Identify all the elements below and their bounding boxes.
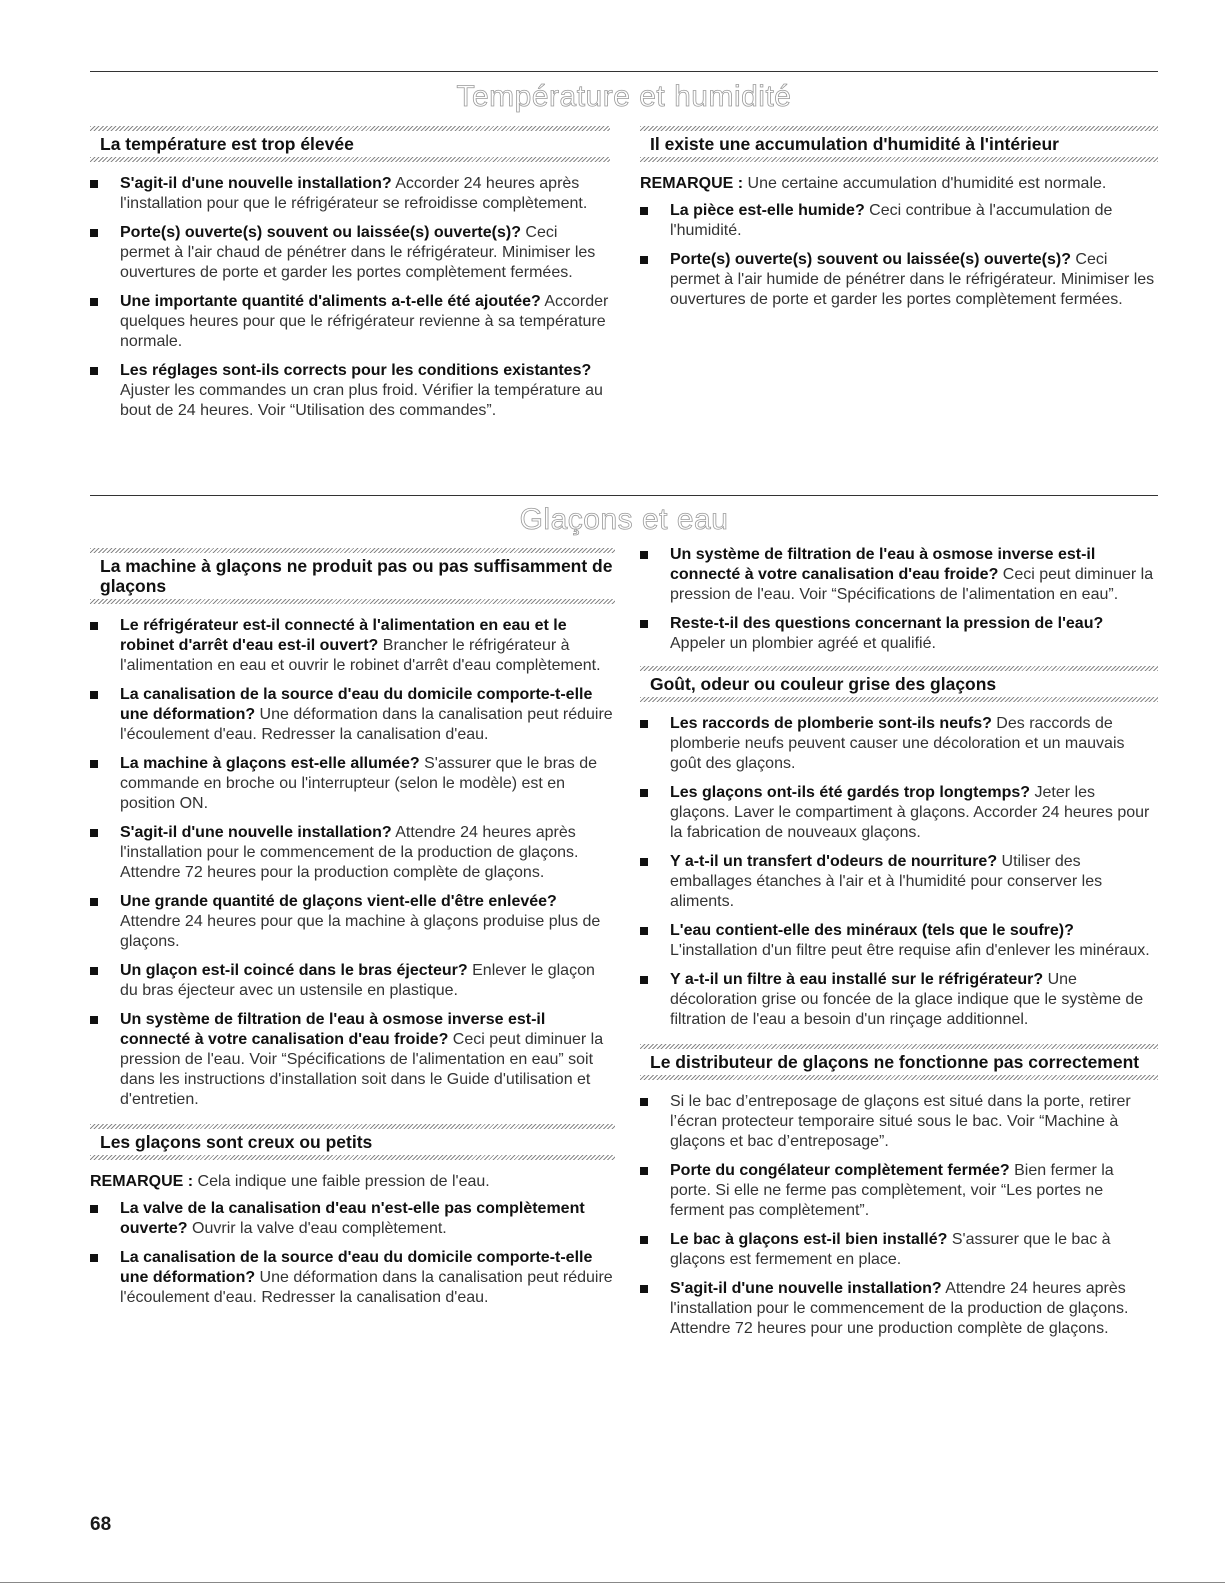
square-bullet-icon bbox=[640, 256, 648, 264]
temp-left-column bbox=[90, 126, 610, 430]
list-item: La machine à glaçons est-elle allumée? S'assurer que le bras de commande en broche ou l'interrupteur (selon le modèle) est en position ON. bbox=[90, 754, 615, 814]
square-bullet-icon bbox=[640, 720, 648, 728]
list-item: Reste-t-il des questions concernant la pression de l'eau? Appeler un plombier agréé et qualifié. bbox=[640, 614, 1158, 654]
humidity-list bbox=[640, 201, 1158, 310]
list-item: Un système de filtration de l'eau à osmose inverse est-il connecté à votre canalisation d'eau froide? Ceci peut diminuer la pression de l'eau. Voir “Spécifications de l'alimentation en eau” soit dans les instructions d'installation soit dans le Guide d'utilisation et d'entretien. bbox=[90, 1010, 615, 1110]
square-bullet-icon bbox=[90, 367, 98, 375]
ice-right-column bbox=[640, 545, 1158, 1348]
pressure-list bbox=[640, 545, 1158, 654]
list-item: Y a-t-il un transfert d'odeurs de nourriture? Utiliser des emballages étanches à l'air et à l'humidité pour conserver les aliments. bbox=[640, 852, 1158, 912]
square-bullet-icon bbox=[640, 620, 648, 628]
list-item: Les glaçons ont-ils été gardés trop longtemps? Jeter les glaçons. Laver le compartiment à glaçons. Accorder 24 heures pour la fabrication de nouveaux glaçons. bbox=[640, 783, 1158, 843]
hatch-divider bbox=[90, 157, 610, 162]
list-item: Le réfrigérateur est-il connecté à l'alimentation en eau et le robinet d'arrêt d'eau est-il ouvert? Brancher le réfrigérateur à l'alimentation en eau et ouvrir le robinet d'arrêt d'eau complètement. bbox=[90, 616, 615, 676]
square-bullet-icon bbox=[90, 829, 98, 837]
subheading-humidity: Il existe une accumulation d'humidité à l'intérieur bbox=[650, 134, 1059, 154]
square-bullet-icon bbox=[90, 229, 98, 237]
list-item: La canalisation de la source d'eau du domicile comporte-t-elle une déformation? Une déformation dans la canalisation peut réduire l'écoulement d'eau. Redresser la canalisation d'eau. bbox=[90, 685, 615, 745]
list-item: La pièce est-elle humide? Ceci contribue à l'accumulation de l'humidité. bbox=[640, 201, 1158, 241]
list-item: Un système de filtration de l'eau à osmose inverse est-il connecté à votre canalisation d'eau froide? Ceci peut diminuer la pression de l'eau. Voir “Spécifications de l'alimentation en eau”. bbox=[640, 545, 1158, 605]
list-item: Porte(s) ouverte(s) souvent ou laissée(s) ouverte(s)? Ceci permet à l'air chaud de pénétrer dans le réfrigérateur. Minimiser les ouvertures de porte et garder les portes complètement fermées. bbox=[90, 223, 610, 283]
square-bullet-icon bbox=[640, 207, 648, 215]
top-rule bbox=[90, 71, 1158, 72]
dispenser-list bbox=[640, 1092, 1158, 1339]
square-bullet-icon bbox=[640, 551, 648, 559]
hatch-divider bbox=[640, 1075, 1158, 1080]
section-title-ice-water: Glaçons et eau bbox=[519, 503, 729, 536]
list-item: Porte(s) ouverte(s) souvent ou laissée(s) ouverte(s)? Ceci permet à l'air humide de pénétrer dans le réfrigérateur. Minimiser les ouvertures de porte et garder les portes complètement fermées. bbox=[640, 250, 1158, 310]
subheading-hollow-ice: Les glaçons sont creux ou petits bbox=[100, 1132, 373, 1152]
square-bullet-icon bbox=[640, 858, 648, 866]
square-bullet-icon bbox=[640, 789, 648, 797]
hatch-divider bbox=[90, 599, 615, 604]
section-title-temperature: Température et humidité bbox=[456, 80, 792, 113]
list-item: La canalisation de la source d'eau du domicile comporte-t-elle une déformation? Une déformation dans la canalisation peut réduire l'écoulement d'eau. Redresser la canalisation d'eau. bbox=[90, 1248, 615, 1308]
list-item: Les raccords de plomberie sont-ils neufs? Des raccords de plomberie neufs peuvent causer une décoloration et un mauvais goût des glaçons. bbox=[640, 714, 1158, 774]
list-item: Si le bac d’entreposage de glaçons est situé dans la porte, retirer l’écran protecteur temporaire situé sous le bac. Voir “Machine à glaçons et bac d’entreposage”. bbox=[640, 1092, 1158, 1152]
no-ice-list bbox=[90, 616, 615, 1110]
square-bullet-icon bbox=[90, 1016, 98, 1024]
square-bullet-icon bbox=[640, 1285, 648, 1293]
square-bullet-icon bbox=[90, 180, 98, 188]
list-item: S'agit-il d'une nouvelle installation? Attendre 24 heures après l'installation pour le commencement de la production de glaçons. Attendre 72 heures pour la production complète de glaçons. bbox=[90, 823, 615, 883]
list-item: Une importante quantité d'aliments a-t-elle été ajoutée? Accorder quelques heures pour que le réfrigérateur revienne à sa température normale. bbox=[90, 292, 610, 352]
list-item: S'agit-il d'une nouvelle installation? Accorder 24 heures après l'installation pour que le réfrigérateur se refroidisse complètement. bbox=[90, 174, 610, 214]
square-bullet-icon bbox=[90, 1254, 98, 1262]
list-item: L'eau contient-elle des minéraux (tels que le soufre)? L'installation d'un filtre peut être requise afin d'enlever les minéraux. bbox=[640, 921, 1158, 961]
note-humidity: REMARQUE : Une certaine accumulation d'humidité est normale. bbox=[640, 175, 1107, 192]
subheading-temp-high: La température est trop élevée bbox=[100, 134, 354, 154]
list-item: Y a-t-il un filtre à eau installé sur le réfrigérateur? Une décoloration grise ou foncée de la glace indique que le système de filtration de l'eau a besoin d'un rinçage additionnel. bbox=[640, 970, 1158, 1030]
square-bullet-icon bbox=[640, 927, 648, 935]
list-item: La valve de la canalisation d'eau n'est-elle pas complètement ouverte? Ouvrir la valve d'eau complètement. bbox=[90, 1199, 615, 1239]
list-item: Une grande quantité de glaçons vient-elle d'être enlevée? Attendre 24 heures pour que la machine à glaçons produise plus de glaçons. bbox=[90, 892, 615, 952]
square-bullet-icon bbox=[90, 1205, 98, 1213]
square-bullet-icon bbox=[90, 298, 98, 306]
subheading-no-ice: La machine à glaçons ne produit pas ou pas suffisamment de glaçons bbox=[100, 556, 613, 596]
square-bullet-icon bbox=[90, 622, 98, 630]
temp-high-list bbox=[90, 174, 610, 421]
taste-odor-list bbox=[640, 714, 1158, 1030]
hatch-divider bbox=[90, 1155, 615, 1160]
square-bullet-icon bbox=[90, 967, 98, 975]
list-item: S'agit-il d'une nouvelle installation? Attendre 24 heures après l'installation pour le commencement de la production de glaçons. Attendre 72 heures pour une production complète de glaçons. bbox=[640, 1279, 1158, 1339]
middle-rule bbox=[90, 495, 1158, 496]
square-bullet-icon bbox=[90, 760, 98, 768]
list-item: Porte du congélateur complètement fermée? Bien fermer la porte. Si elle ne ferme pas complètement, voir “Les portes ne ferment pas complètement”. bbox=[640, 1161, 1158, 1221]
ice-left-column bbox=[90, 548, 615, 1317]
temp-right-column bbox=[640, 126, 1158, 319]
square-bullet-icon bbox=[640, 976, 648, 984]
square-bullet-icon bbox=[640, 1167, 648, 1175]
hatch-divider bbox=[640, 157, 1158, 162]
subheading-dispenser: Le distributeur de glaçons ne fonctionne pas correctement bbox=[650, 1052, 1140, 1072]
page-number: 68 bbox=[90, 1514, 112, 1535]
square-bullet-icon bbox=[640, 1236, 648, 1244]
hollow-ice-list bbox=[90, 1199, 615, 1308]
subheading-taste-odor: Goût, odeur ou couleur grise des glaçons bbox=[650, 674, 997, 694]
hatch-divider bbox=[640, 697, 1158, 702]
list-item: Le bac à glaçons est-il bien installé? S'assurer que le bac à glaçons est fermement en place. bbox=[640, 1230, 1158, 1270]
square-bullet-icon bbox=[90, 691, 98, 699]
list-item: Les réglages sont-ils corrects pour les conditions existantes? Ajuster les commandes un cran plus froid. Vérifier la température au bout de 24 heures. Voir “Utilisation des commandes”. bbox=[90, 361, 610, 421]
square-bullet-icon bbox=[640, 1098, 648, 1106]
square-bullet-icon bbox=[90, 898, 98, 906]
bottom-rule bbox=[0, 1582, 1225, 1583]
list-item: Un glaçon est-il coincé dans le bras éjecteur? Enlever le glaçon du bras éjecteur avec un ustensile en plastique. bbox=[90, 961, 615, 1001]
note-low-pressure: REMARQUE : Cela indique une faible pression de l'eau. bbox=[90, 1173, 490, 1190]
